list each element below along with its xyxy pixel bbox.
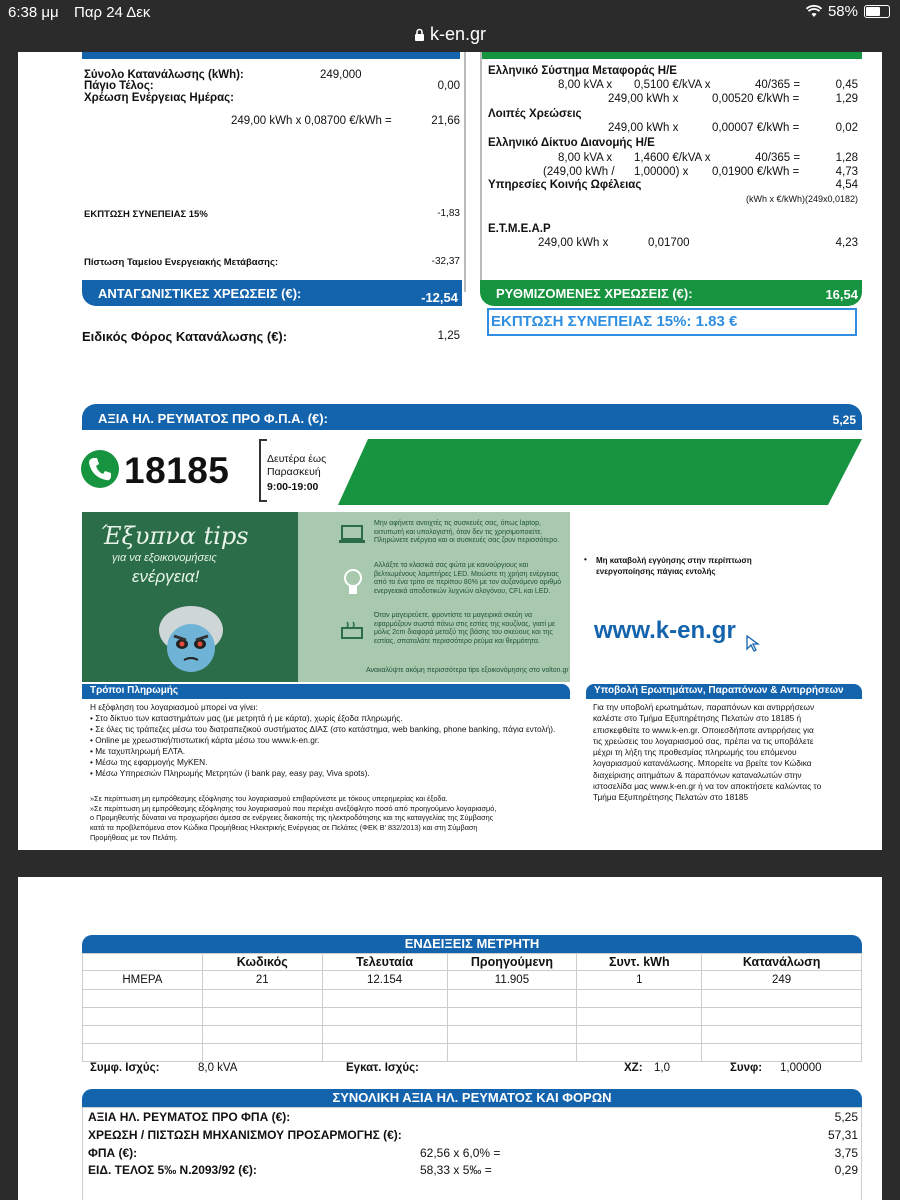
totals-pre-vat-label: ΑΞΙΑ ΗΛ. ΡΕΥΜΑΤΟΣ ΠΡΟ ΦΠΑ (€): [88,1110,291,1124]
complaints-line: μέχρι τη λήξη της προθεσμίας πληρωμής του επόμενου [593,747,797,758]
transmission-rate: 0,5100 €/kVA x [634,79,711,91]
payment-item: • Online με χρεωστική/πιστωτική κάρτα μέσω του www.k-en.gr. [90,735,320,745]
contract-power-label: Συμφ. Ισχύς: [90,1062,160,1074]
cosphi-label: Συνφ: [730,1062,763,1074]
bulb-icon [342,568,364,598]
totals-vat-value: 3,75 [834,1146,858,1160]
transition-fund-value: -32,37 [431,256,460,267]
totals-vat-calc: 62,56 x 6,0% = [420,1146,501,1160]
transmission-value-2: 1,29 [835,93,858,105]
fine-print-line: Προμήθειας με τον Πελάτη. [90,832,178,842]
competitive-charges-bar [82,280,462,306]
guarantee-note: Μη καταβολή εγγύησης στην περίπτωση ενεργοποίησης πάγιας εντολής [596,556,752,576]
regulated-charges-bar [480,280,862,306]
other-charges-heading: Λοιπές Χρεώσεις [488,108,582,120]
etmear-heading: Ε.Τ.Μ.Ε.Α.Ρ [488,223,551,235]
laptop-icon [338,524,366,546]
complaints-line: λογαριασμού κατανάλωσης. Μπορείτε να βρείτε τον Κώδικα [593,758,812,769]
distribution-value-1: 1,28 [835,152,858,164]
transmission-value-1: 0,45 [835,79,858,91]
meter-header: Τελευταία [322,954,447,971]
etmear-rate: 0,01700 [648,237,690,249]
total-consumption-label: Σύνολο Κατανάλωσης (kWh): [84,69,244,81]
distribution-days: 40/365 = [755,152,801,164]
regulated-charges-label: ΡΥΘΜΙΖΟΜΕΝΕΣ ΧΡΕΩΣΕΙΣ (€): [496,286,693,301]
consistency-discount-label: ΕΚΠΤΩΣΗ ΣΥΝΕΠΕΙΑΣ 15% [84,209,208,220]
meter-cell: 12.154 [322,971,447,990]
meter-header: Προηγούμενη [447,954,577,971]
bill-page-2 [18,877,882,1200]
tips-title: Έξυπνα tips [100,522,249,550]
fine-print-line: ο Προμηθευτής δύναται να προχωρήσει άμεσα σε ενέργειες διακοπής της ηλεκτροδότησης και της καταγγελίας της Σύμβασης [90,813,494,823]
website-logo[interactable]: www.k-en.gr [594,617,736,644]
payment-item: • Σε όλες τις τράπεζες μέσω του διατραπεζικού συστήματος ΔΙΑΣ (στο κατάστημα, web banking, phone banking, πάγια εντολή). [90,724,556,734]
payment-item: • Μέσω της εφαρμογής MyKEN. [90,757,208,767]
transition-fund-label: Πίστωση Ταμείου Ενεργειακής Μετάβασης: [84,257,279,268]
pot-icon [338,620,366,642]
meter-cell: ΗΜΕΡΑ [83,971,203,990]
tip-2: Αλλάξτε τα κλασικά σας φώτα με καινούργιους και βελτιωμένους λαμπτήρες LED. Μειώστε τη χρήση ενέργειας από το ένα τρίτο σε περίπου 80% με τον αυξανόμενο αριθμό ενεργειακά αποδοτικών λυχνιών αλογόνου, CFL και LED. [374,562,562,595]
totals-special-fee-label: ΕΙΔ. ΤΕΛΟΣ 5‰ Ν.2093/92 (€): [88,1163,257,1177]
fixed-fee-value: 0,00 [437,80,460,92]
meter-cell: 11.905 [447,971,577,990]
distribution-value-2: 4,73 [835,166,858,178]
meter-title: ΕΝΔΕΙΞΕΙΣ ΜΕΤΡΗΤΗ [82,935,862,953]
installed-power-label: Εγκατ. Ισχύς: [346,1062,419,1074]
guarantee-bullet: • [584,555,587,564]
complaints-line: Τμήμα Εξυπηρέτησης Πελατών στο 18185 [593,792,749,803]
fine-print-line: »Σε περίπτωση μη εμπρόθεσμης εξόφλησης του λογαριασμού που περιέχει ανεξόφλητο ποσό από προηγούμενο λογαριασμό, [90,803,497,813]
meter-header: Συντ. kWh [577,954,702,971]
pre-vat-value: 5,25 [832,413,856,427]
complaints-text [593,702,821,804]
meter-cell: 1 [577,971,702,990]
meter-row [83,971,862,990]
complaints-title: Υποβολή Ερωτημάτων, Παραπόνων & Αντιρρήσεων [594,685,844,696]
payment-intro: Η εξόφληση του λογαριασμού μπορεί να γίνει: [90,702,258,712]
totals-title: ΣΥΝΟΛΙΚΗ ΑΞΙΑ ΗΛ. ΡΕΥΜΑΤΟΣ ΚΑΙ ΦΟΡΩΝ [82,1089,862,1107]
discount-highlight-text: ΕΚΠΤΩΣΗ ΣΥΝΕΠΕΙΑΣ 15%: 1.83 € [491,313,738,330]
payment-title: Τρόποι Πληρωμής [90,685,179,696]
complaints-title-bar [586,684,862,699]
meter-header: Κατανάλωση [702,954,862,971]
meter-cell: 249 [702,971,862,990]
discount-highlight-box [487,308,857,336]
distribution-kva: 8,00 kVA x [558,152,613,164]
right-top-bar [480,52,862,59]
hours-line-1: Δευτέρα έως [267,453,327,465]
competitive-charges-label: ΑΝΤΑΓΩΝΙΣΤΙΚΕΣ ΧΡΕΩΣΕΙΣ (€): [98,286,302,301]
fixed-fee-label: Πάγιο Τέλος: [84,80,154,92]
hours-line-3: 9:00-19:00 [267,481,319,493]
tips-content [298,512,570,682]
etmear-kwh: 249,00 kWh x [538,237,609,249]
url-text: k-en.gr [429,24,487,44]
distribution-rate: 1,4600 €/kVA x [634,152,711,164]
consistency-discount-value: -1,83 [437,208,460,219]
public-service-note: (kWh x €/kWh)(249x0,0182) [745,194,858,204]
payment-methods [90,702,555,779]
complaints-line: καλέστε στο Τμήμα Εξυπηρέτησης Πελατών στο 18185 ή [593,713,802,724]
pre-vat-label: ΑΞΙΑ ΗΛ. ΡΕΥΜΑΤΟΣ ΠΡΟ Φ.Π.Α. (€): [98,411,328,426]
status-time: 6:38 μμ [8,4,59,21]
contract-power-value: 8,0 kVA [198,1062,238,1074]
payment-item: • Μέσω Υπηρεσιών Πληρωμής Μετρητών (i bank pay, easy pay, Viva spots). [90,768,370,778]
public-service-value: 4,54 [835,179,858,191]
payment-item: • Με ταχυπληρωμή ΕΛΤΑ. [90,746,186,756]
other-rate: 0,00007 €/kWh = [712,122,800,134]
complaints-line: τις χρεώσεις του λογαριασμού σας, πρέπει να τις υποβάλετε [593,735,814,746]
totals-vat-label: ΦΠΑ (€): [88,1146,138,1160]
complaints-line: Για την υποβολή ερωτημάτων, παραπόνων και αντιρρήσεων [593,702,815,712]
tips-panel [82,512,298,682]
tips-subtitle-2: ενέργεια! [132,567,200,586]
totals-special-fee-calc: 58,33 x 5‰ = [420,1163,492,1177]
distribution-kwh: (249,00 kWh / [543,166,615,178]
total-consumption-value: 249,000 [320,69,362,81]
status-bar [0,0,900,52]
left-top-bar [82,52,460,59]
tips-subtitle: για να εξοικονομήσεις [112,552,217,564]
totals-adjustment-value: 57,31 [827,1128,858,1142]
xz-value: 1,0 [654,1062,670,1074]
complaints-line: διαχείρισης αιτημάτων & παραπόνων καταναλωτών στην [593,769,802,780]
day-energy-value: 21,66 [431,115,460,127]
complaints-line: ιστοσελίδα μας www.k-en.gr ή να τον αποκτήσετε καλώντας το [593,781,822,792]
battery-percent: 58% [827,3,858,20]
etmear-value: 4,23 [835,237,858,249]
tips-footer: Ανακαλύψτε ακόμη περισσότερα tips εξοικονόμησης στο volton.gr [366,667,569,674]
payment-title-bar [82,684,570,699]
tip-1: Μην αφήνετε ανοιχτές τις συσκευές σας, όπως laptop, εκτυπωτή και υπολογιστή, όταν δεν τις χρησιμοποιείτε. Πληρώνετε ενέργεια και οι συσκευές σας ζουν περισσότερο. [374,520,560,544]
totals-pre-vat-value: 5,25 [834,1110,858,1124]
meter-table [82,953,862,1062]
day-energy-label: Χρέωση Ενέργειας Ημέρας: [84,92,234,104]
meter-header-blank [83,954,203,971]
address-bar[interactable] [0,24,900,45]
support-phone-number[interactable]: 18185 [124,450,230,491]
totals-adjustment-label: ΧΡΕΩΣΗ / ΠΙΣΤΩΣΗ ΜΗΧΑΝΙΣΜΟΥ ΠΡΟΣΑΡΜΟΓΗΣ (€): [88,1128,402,1142]
transmission-days: 40/365 = [755,79,801,91]
totals-special-fee-value: 0,29 [834,1163,858,1177]
tip-3: Όταν μαγειρεύετε, φροντίστε τα μαγειρικά σκεύη να εφαρμόζουν σωστά πάνω στις εστίες της κουζίνας, γιατί με μόλις 2cm διαφορά μεταξύ της βάσης του σκεύους και της εστίας, σπαταλάτε περισσότερο ρεύμα και θερμότητα. [374,612,556,645]
distribution-kwh-rate: 0,01900 €/kWh = [712,166,800,178]
payment-item: • Στο δίκτυο των καταστημάτων μας (με μετρητά ή με κάρτα), χωρίς έξοδα πληρωμής. [90,713,403,723]
regulated-charges-value: 16,54 [825,287,858,302]
cursor-icon [744,634,764,654]
transmission-kva: 8,00 kVA x [558,79,613,91]
lock-icon [414,28,425,41]
meter-cell: 21 [202,971,322,990]
public-service-heading: Υπηρεσίες Κοινής Ωφέλειας [488,179,642,191]
excise-tax-label: Ειδικός Φόρος Κατανάλωσης (€): [82,329,288,344]
complaints-line: επισκεφθείτε το www.k-en.gr. Οποιεσδήποτε αντιρρήσεις για [593,724,814,735]
left-divider [464,52,466,292]
hours-bracket [259,439,267,502]
other-value: 0,02 [835,122,858,134]
hours-line-2: Παρασκευή [267,466,321,478]
status-indicators [806,3,890,20]
right-divider [480,52,482,292]
day-energy-calc: 249,00 kWh x 0,08700 €/kWh = [231,115,392,127]
status-date: Παρ 24 Δεκ [74,4,151,21]
transmission-kwh-rate: 0,00520 €/kWh = [712,93,800,105]
phone-icon [80,449,120,489]
payment-fine-print [90,794,496,843]
excise-tax-value: 1,25 [437,330,460,342]
cosphi-value: 1,00000 [780,1062,822,1074]
pre-vat-bar [82,404,862,430]
fine-print-line: »Σε περίπτωση μη εμπρόθεσμης εξόφλησης του λογαριασμού επιβαρύνεστε με τόκους υπερημερίας και έξοδα. [90,794,448,803]
bill-page-1 [18,52,882,850]
transmission-kwh: 249,00 kWh x [608,93,679,105]
mascot-icon [156,600,226,678]
xz-label: ΧΖ: [624,1062,643,1074]
distribution-heading: Ελληνικό Δίκτυο Διανομής Η/Ε [488,137,655,149]
distribution-factor: 1,00000) x [634,166,689,178]
green-banner-shape [338,439,862,509]
meter-header: Κωδικός [202,954,322,971]
wifi-icon [806,5,822,18]
other-kwh: 249,00 kWh x [608,122,679,134]
fine-print-line: κατά τα προβλεπόμενα στον Κώδικα Προμήθειας Ηλεκτρικής Ενέργειας σε Πελάτες (ΦΕΚ Β' 832/2013) και στη Σύμβαση [90,823,478,833]
competitive-charges-value: -12,54 [421,290,458,305]
transmission-heading: Ελληνικό Σύστημα Μεταφοράς Η/Ε [488,65,677,77]
battery-icon [864,5,890,18]
